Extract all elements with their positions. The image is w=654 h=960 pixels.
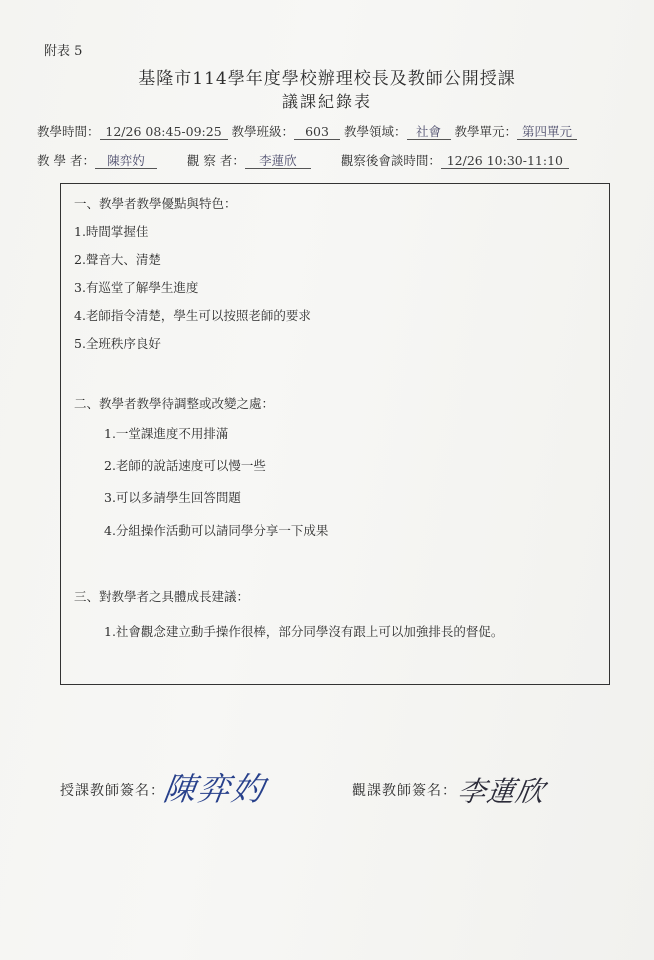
teaching-domain-label: 教學領域： xyxy=(344,124,407,139)
list-item: 4.分組操作活動可以請同學分享一下成果 xyxy=(104,523,329,538)
meeting-time-value: 12/26 10:30-11:10 xyxy=(441,154,569,169)
observer-label: 觀 察 者： xyxy=(186,153,245,168)
teaching-unit-value: 第四單元 xyxy=(517,125,577,140)
teaching-class-value: 603 xyxy=(294,125,340,140)
info-row-2 xyxy=(37,151,569,169)
list-item: 1.時間掌握佳 xyxy=(74,224,149,239)
teaching-time-label: 教學時間： xyxy=(37,124,100,139)
section-improvements-heading: 二、教學者教學待調整或改變之處： xyxy=(74,396,275,411)
list-item: 5.全班秩序良好 xyxy=(74,336,161,351)
teaching-domain-value: 社會 xyxy=(407,125,451,140)
section-suggestions-heading: 三、對教學者之具體成長建議： xyxy=(74,589,250,604)
section-strengths-heading: 一、教學者教學優點與特色： xyxy=(74,196,237,211)
list-item: 3.可以多請學生回答問題 xyxy=(104,490,241,505)
teaching-time-value: 12/26 08:45-09:25 xyxy=(100,125,228,140)
teaching-class-label: 教學班級： xyxy=(231,124,295,139)
observer-value: 李蓮欣 xyxy=(245,154,311,169)
teacher-signature-label: 授課教師簽名： xyxy=(60,783,165,799)
teacher-value: 陳弈妁 xyxy=(95,154,157,169)
document-subtitle: 議課紀錄表 xyxy=(281,92,372,111)
list-item: 4.老師指令清楚，學生可以按照老師的要求 xyxy=(74,308,311,323)
list-item: 3.有巡堂了解學生進度 xyxy=(74,280,199,295)
list-item: 1.一堂課進度不用排滿 xyxy=(104,426,229,441)
observer-signature: 李蓮欣 xyxy=(455,775,548,808)
meeting-time-label: 觀察後會談時間： xyxy=(340,153,441,168)
list-item: 1.社會觀念建立動手操作很棒，部分同學沒有跟上可以加強排長的督促。 xyxy=(104,624,504,639)
document-title: 基隆市114學年度學校辦理校長及教師公開授課 xyxy=(138,69,516,89)
teaching-unit-label: 教學單元： xyxy=(454,124,518,139)
teacher-signature: 陳弈妁 xyxy=(161,770,269,808)
annex-label: 附表 5 xyxy=(44,44,83,59)
info-row-1 xyxy=(37,122,577,140)
teacher-label: 教 學 者： xyxy=(37,153,95,168)
list-item: 2.老師的說話速度可以慢一些 xyxy=(104,458,266,473)
list-item: 2.聲音大、清楚 xyxy=(74,252,161,267)
observer-signature-label: 觀課教師簽名： xyxy=(352,783,457,799)
